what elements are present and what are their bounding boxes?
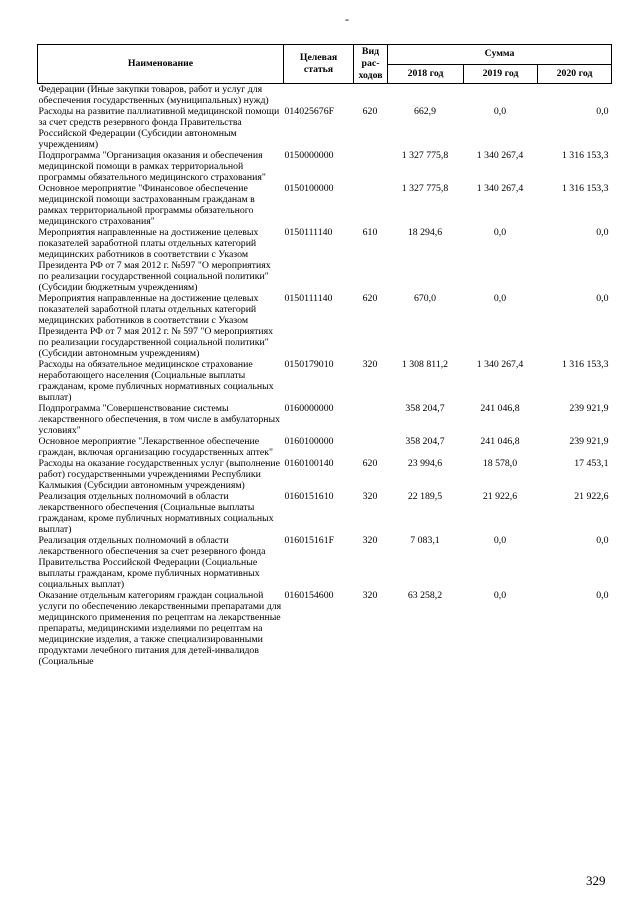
row-sum-2019: 0,0 [493, 293, 507, 304]
row-sum-2019: 241 046,8 [480, 403, 520, 414]
row-name: Расходы на оказание государственных услуг (выполнение работ) государственными учреждениями Республики Калмыкия (Субсидии автономным учреждениям) [38, 458, 280, 491]
top-dash-mark: - [345, 12, 349, 26]
table-row [38, 535, 612, 590]
header-sum: Сумма [388, 45, 612, 65]
table-row [38, 359, 612, 403]
row-name: Основное мероприятие "Лекарственное обеспечение граждан, включая организацию государственных аптек" [38, 436, 274, 458]
budget-table [37, 44, 612, 667]
row-sum-2019: 1 340 267,4 [476, 150, 524, 161]
row-sum-2018: 23 994,6 [407, 458, 443, 469]
header-expense-type: Вид рас-ходов [354, 45, 388, 84]
row-sum-2018: 358 204,7 [405, 403, 445, 414]
row-sum-2019: 0,0 [493, 590, 507, 601]
row-sum-2018: 18 294,6 [407, 227, 443, 238]
row-target-article: 0150000000 [284, 150, 334, 161]
row-sum-2019: 1 340 267,4 [476, 359, 524, 370]
row-name: Мероприятия направленные на достижение целевых показателей заработной платы отдельных категорий медицинских работников в соответствии с Указом Президента РФ от 7 мая 2012 г. № 597 "О мероприятиях по реализации государственной социальной политики" (Субсидии автономным учреждениям) [38, 293, 274, 359]
row-sum-2020: 21 922,6 [574, 491, 609, 502]
table-row [38, 150, 612, 183]
row-name: Оказание отдельным категориям граждан социальной услуги по обеспечению лекарственными препаратами для медицинского применения по рецептам на лекарственные препараты, медицинскими изделиями по рецептам на медицинские изделия, а также специализированными продуктами лечебного питания для детей-инвалидов (Социальные [38, 590, 282, 667]
row-expense-type [354, 183, 388, 227]
header-target-article: Целевая статья [284, 45, 354, 84]
row-sum-2019: 0,0 [493, 535, 507, 546]
row-target-article [284, 84, 354, 107]
row-target-article: 0150100000 [284, 183, 334, 194]
row-name: Основное мероприятие "Финансовое обеспечение медицинской помощи застрахованным гражданам в рамках территориальной программы обязательного медицинского страхования" [38, 183, 255, 227]
row-sum-2020 [538, 84, 612, 107]
table-row [38, 491, 612, 535]
row-name: Реализация отдельных полномочий в области лекарственного обеспечения (Социальные выплаты гражданам, кроме публичных нормативных социальных выплат) [38, 491, 274, 535]
row-sum-2020: 1 316 153,3 [561, 359, 609, 370]
row-name: Подпрограмма "Совершенствование системы лекарственного обеспечения, в том числе в амбулаторных условиях" [38, 403, 281, 436]
row-expense-type: 620 [362, 106, 378, 117]
row-sum-2020: 0,0 [596, 535, 609, 546]
row-expense-type: 320 [362, 535, 378, 546]
row-sum-2018: 1 308 811,2 [401, 359, 449, 370]
row-target-article: 0160000000 [284, 403, 334, 414]
row-sum-2020: 0,0 [596, 590, 609, 601]
row-target-article: 0150111140 [284, 227, 333, 238]
row-expense-type [354, 84, 388, 107]
row-target-article: 0160100000 [284, 436, 334, 447]
row-target-article: 0160151610 [284, 491, 334, 502]
row-sum-2020: 0,0 [596, 227, 609, 238]
row-sum-2020: 239 921,9 [569, 436, 609, 447]
row-expense-type: 610 [362, 227, 378, 238]
row-sum-2018: 662,9 [413, 106, 437, 117]
row-target-article: 016015161F [284, 535, 335, 546]
table-row [38, 436, 612, 458]
row-target-article: 0150179010 [284, 359, 334, 370]
row-expense-type [354, 150, 388, 183]
table-row [38, 458, 612, 491]
row-sum-2019: 241 046,8 [480, 436, 520, 447]
row-sum-2020: 1 316 153,3 [561, 150, 609, 161]
row-name: Подпрограмма "Организация оказания и обеспечения медицинской помощи в рамках территориальной программы обязательного медицинского страхования" [38, 150, 266, 183]
row-sum-2018 [388, 84, 464, 107]
row-sum-2019: 0,0 [493, 106, 507, 117]
header-year-2019: 2019 год [464, 64, 538, 84]
row-name: Расходы на обязательное медицинское страхование неработающего населения (Социальные выплаты гражданам, кроме публичных нормативных социальных выплат) [38, 359, 274, 403]
row-sum-2019: 18 578,0 [482, 458, 518, 469]
row-sum-2018: 22 189,5 [407, 491, 443, 502]
row-sum-2018: 63 258,2 [407, 590, 443, 601]
row-name: Мероприятия направленные на достижение целевых показателей заработной платы отдельных категорий медицинских работников в соответствии с Указом Президента РФ от 7 мая 2012 г. №597 "О мероприятиях по реализации государственной социальной политики" (Субсидии бюджетным учреждениям) [38, 227, 271, 293]
row-sum-2018: 358 204,7 [405, 436, 445, 447]
header-year-2020: 2020 год [538, 64, 612, 84]
row-sum-2020: 0,0 [596, 106, 609, 117]
table-row [38, 106, 612, 150]
row-expense-type: 620 [362, 458, 378, 469]
row-target-article: 0160154600 [284, 590, 334, 601]
row-name: Расходы на развитие паллиативной медицинской помощи за счет средств резервного фонда Правительства Российской Федерации (Субсидии автономным учреждениям) [38, 106, 280, 150]
row-sum-2018: 1 327 775,8 [401, 150, 449, 161]
row-name: Федерации (Иные закупки товаров, работ и услуг для обеспечения государственных (муниципальных) нужд) [38, 84, 269, 106]
row-sum-2020: 17 453,1 [574, 458, 609, 469]
page-number: 329 [586, 873, 606, 888]
row-expense-type: 620 [362, 293, 378, 304]
row-expense-type: 320 [362, 491, 378, 502]
row-sum-2019: 0,0 [493, 227, 507, 238]
row-expense-type [354, 403, 388, 436]
row-sum-2019 [464, 84, 538, 107]
row-sum-2020: 0,0 [596, 293, 609, 304]
table-row [38, 227, 612, 293]
row-sum-2018: 1 327 775,8 [401, 183, 449, 194]
row-expense-type: 320 [362, 590, 378, 601]
row-target-article: 0150111140 [284, 293, 333, 304]
row-sum-2018: 7 083,1 [410, 535, 440, 546]
header-name: Наименование [38, 45, 284, 84]
row-expense-type [354, 436, 388, 458]
row-sum-2019: 1 340 267,4 [476, 183, 524, 194]
table-row [38, 590, 612, 667]
header-year-2018: 2018 год [388, 64, 464, 84]
row-sum-2019: 21 922,6 [482, 491, 518, 502]
row-sum-2020: 239 921,9 [569, 403, 609, 414]
row-expense-type: 320 [362, 359, 378, 370]
table-row [38, 183, 612, 227]
row-sum-2018: 670,0 [413, 293, 437, 304]
row-name: Реализация отдельных полномочий в области лекарственного обеспечения за счет резервного фонда Правительства Российской Федерации (Социальные выплаты гражданам, кроме публичных нормативных социальных выплат) [38, 535, 266, 590]
table-row [38, 293, 612, 359]
table-row [38, 84, 612, 107]
row-target-article: 0160100140 [284, 458, 334, 469]
row-target-article: 014025676F [284, 106, 335, 117]
table-row [38, 403, 612, 436]
row-sum-2020: 1 316 153,3 [561, 183, 609, 194]
